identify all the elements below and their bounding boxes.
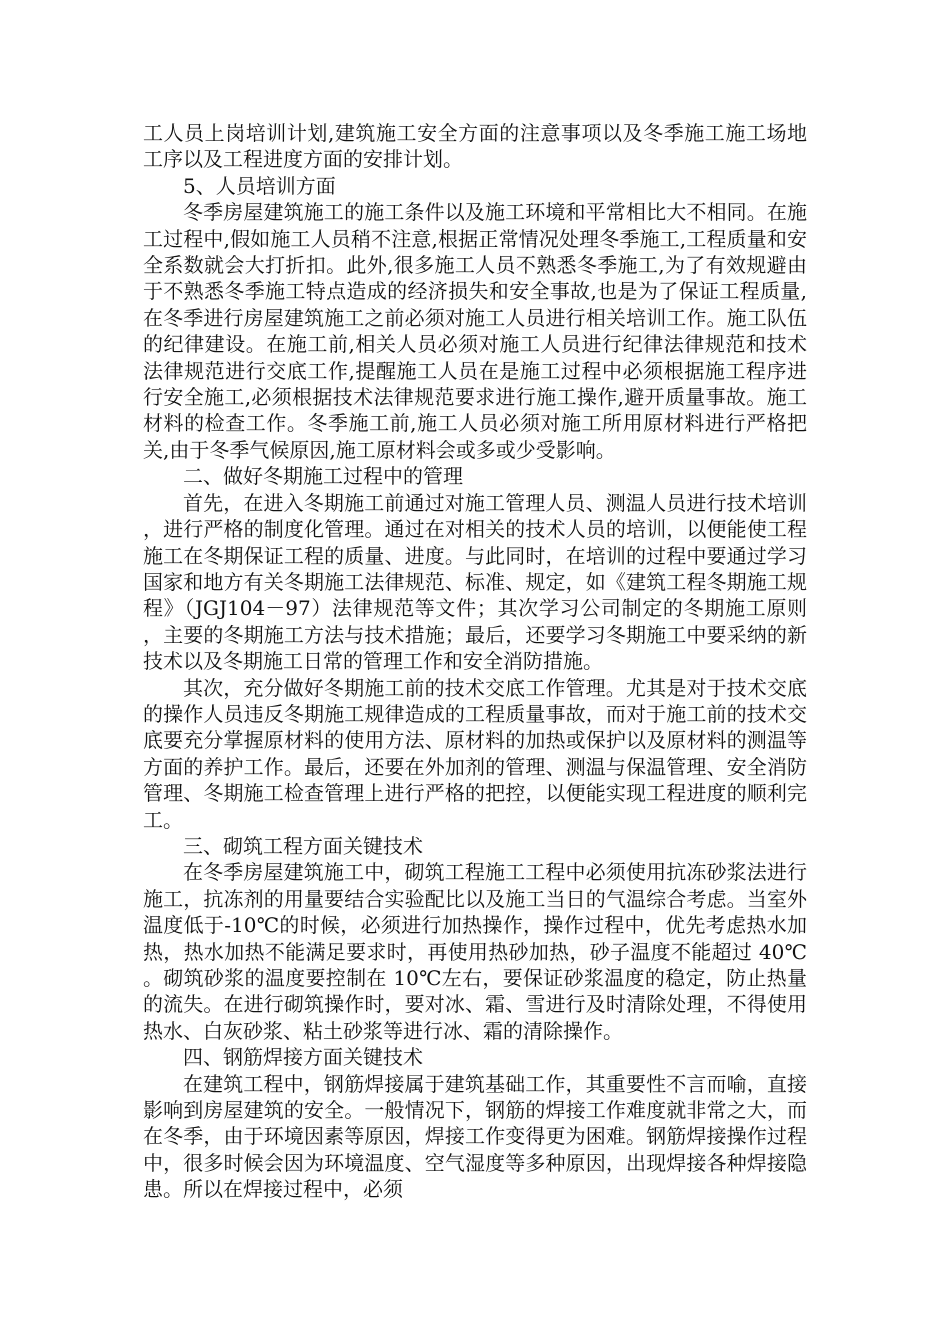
paragraph-continuation: 工人员上岗培训计划,建筑施工安全方面的注意事项以及冬季施工施工场地工序以及工程进度方面的安排计划。 (143, 121, 807, 172)
section-heading-personnel-training: 5、人员培训方面 (183, 173, 336, 198)
section-heading-rebar-welding: 四、钢筋焊接方面关键技术 (183, 1045, 423, 1070)
paragraph-rebar-welding: 在建筑工程中，钢筋焊接属于建筑基础工作，其重要性不言而喻，直接影响到房屋建筑的安全。一般情况下，钢筋的焊接工作难度就非常之大，而在冬季，由于环境因素等原因，焊接工作变得更为困难。钢筋焊接操作过程中，很多时候会因为环境温度、空气湿度等多种原因，出现焊接各种焊接隐患。所以在焊接过程中，必须 (143, 1071, 807, 1202)
paragraph-second: 其次，充分做好冬期施工前的技术交底工作管理。尤其是对于技术交底的操作人员违反冬期施工规律造成的工程质量事故，而对于施工前的技术交底要充分掌握原材料的使用方法、原材料的加热或保护以及原材料的测温等方面的养护工作。最后，还要在外加剂的管理、测温与保温管理、安全消防管理、冬期施工检查管理上进行严格的把控，以便能实现工程进度的顺利完工。 (143, 675, 807, 832)
document-body (143, 120, 807, 1203)
section-heading-masonry: 三、砌筑工程方面关键技术 (183, 833, 423, 858)
paragraph-personnel-training: 冬季房屋建筑施工的施工条件以及施工环境和平常相比大不相同。在施工过程中,假如施工人员稍不注意,根据正常情况处理冬季施工,工程质量和安全系数就会大打折扣。此外,很多施工人员不熟悉冬季施工,为了有效规避由于不熟悉冬季施工特点造成的经济损失和安全事故,也是为了保证工程质量,在冬季进行房屋建筑施工之前必须对施工人员进行相关培训工作。施工队伍的纪律建设。在施工前,相关人员必须对施工人员进行纪律法律规范和技术法律规范进行交底工作,提醒施工人员在是施工过程中必须根据施工程序进行安全施工,必须根据技术法律规范要求进行施工操作,避开质量事故。施工材料的检查工作。冬季施工前,施工人员必须对施工所用原材料进行严格把关,由于冬季气候原因,施工原材料会或多或少受影响。 (143, 200, 807, 462)
paragraph-first: 首先，在进入冬期施工前通过对施工管理人员、测温人员进行技术培训，进行严格的制度化管理。通过在对相关的技术人员的培训，以便能使工程施工在冬期保证工程的质量、进度。与此同时，在培训的过程中要通过学习国家和地方有关冬期施工法律规范、标准、规定，如《建筑工程冬期施工规程》（JGJ104－97）法律规范等文件；其次学习公司制定的冬期施工原则，主要的冬期施工方法与技术措施；最后，还要学习冬期施工中要采纳的新技术以及冬期施工日常的管理工作和安全消防措施。 (143, 490, 807, 674)
section-heading-winter-management: 二、做好冬期施工过程中的管理 (183, 464, 463, 489)
paragraph-masonry: 在冬季房屋建筑施工中，砌筑工程施工工程中必须使用抗冻砂浆法进行施工，抗冻剂的用量要结合实验配比以及施工当日的气温综合考虑。当室外温度低于-10℃的时候，必须进行加热操作，操作过程中，优先考虑热水加热，热水加热不能满足要求时，再使用热砂加热，砂子温度不能超过 40℃。砌筑砂浆的温度要控制在 10℃左右，要保证砂浆温度的稳定，防止热量的流失。在进行砌筑操作时，要对冰、霜、雪进行及时清除处理，不得使用热水、白灰砂浆、粘土砂浆等进行冰、霜的清除操作。 (143, 860, 807, 1043)
